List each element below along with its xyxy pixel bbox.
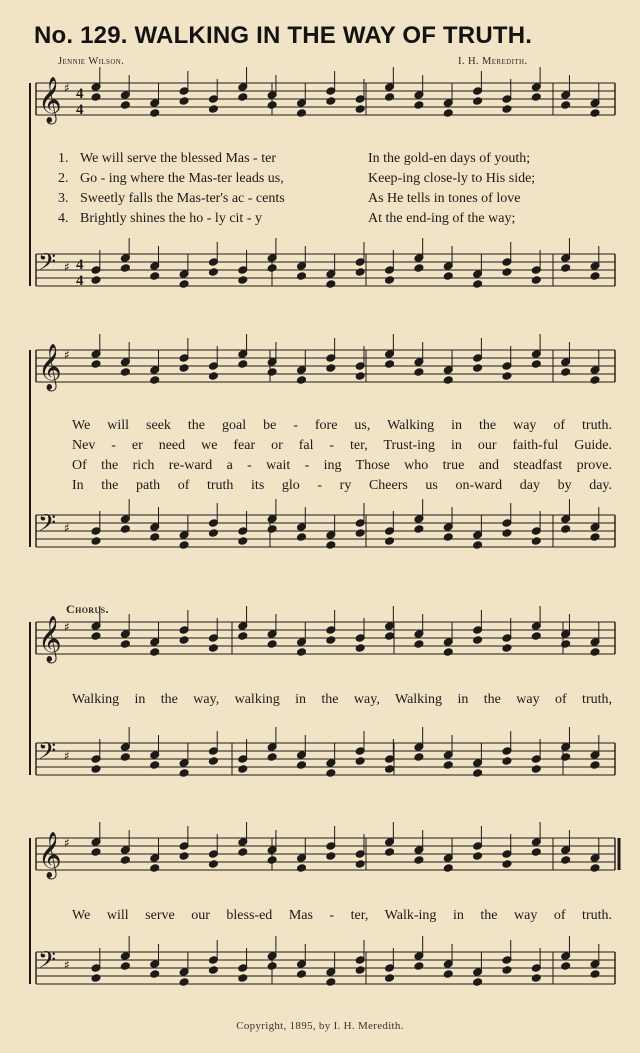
- note-head: [238, 632, 248, 641]
- treble-clef-icon: 𝄞: [38, 77, 62, 123]
- note-head: [561, 101, 571, 110]
- composer-credit: I. H. Meredith.: [458, 56, 528, 67]
- note-head: [531, 360, 541, 369]
- note-head: [502, 268, 512, 277]
- bass-clef-icon: 𝄢: [38, 737, 57, 770]
- note-head: [91, 537, 101, 546]
- note-head: [179, 636, 189, 645]
- verse-line: [58, 169, 610, 189]
- note-head: [590, 761, 600, 770]
- note-head: [179, 978, 189, 987]
- verse-text-a: We will serve the blessed Mas - ter: [80, 151, 276, 166]
- note-head: [531, 93, 541, 102]
- note-head: [208, 966, 218, 975]
- chorus-lyric-line: We will serve our bless-ed Mas - ter, Walk-ing in the way of truth.: [72, 908, 612, 923]
- treble-clef-icon: 𝄞: [38, 616, 62, 662]
- note-head: [208, 529, 218, 538]
- chorus-label: Chorus.: [66, 602, 109, 616]
- note-head: [208, 105, 218, 114]
- note-head: [561, 856, 571, 865]
- note-head: [120, 264, 130, 273]
- note-head: [473, 978, 483, 987]
- note-head: [385, 765, 395, 774]
- refrain-block: [72, 416, 612, 496]
- note-head: [267, 368, 277, 377]
- note-head: [355, 268, 365, 277]
- note-head: [502, 529, 512, 538]
- note-head: [267, 101, 277, 110]
- verse-line: [58, 209, 610, 229]
- note-head: [590, 376, 600, 385]
- note-head: [120, 101, 130, 110]
- sharp-icon: ♯: [64, 958, 70, 972]
- note-head: [150, 761, 160, 770]
- note-head: [502, 966, 512, 975]
- note-head: [531, 537, 541, 546]
- note-head: [355, 966, 365, 975]
- note-head: [208, 644, 218, 653]
- note-head: [414, 525, 424, 534]
- verse-text-a: Brightly shines the ho - ly cit - y: [80, 211, 262, 226]
- note-head: [150, 864, 160, 873]
- note-head: [179, 852, 189, 861]
- note-head: [473, 364, 483, 373]
- note-head: [590, 648, 600, 657]
- note-head: [326, 280, 336, 289]
- note-head: [502, 105, 512, 114]
- note-head: [267, 962, 277, 971]
- note-head: [473, 769, 483, 778]
- sharp-icon: ♯: [64, 749, 70, 763]
- verse-number: 3.: [58, 191, 69, 206]
- verse-line: [58, 189, 610, 209]
- copyright-notice: Copyright, 1895, by I. H. Meredith.: [236, 1020, 404, 1032]
- note-head: [120, 962, 130, 971]
- verse-number: 4.: [58, 211, 69, 226]
- treble-clef-icon: 𝄞: [38, 832, 62, 878]
- note-head: [267, 264, 277, 273]
- note-head: [355, 372, 365, 381]
- note-head: [326, 852, 336, 861]
- note-head: [238, 974, 248, 983]
- note-head: [355, 757, 365, 766]
- note-head: [443, 864, 453, 873]
- note-head: [355, 105, 365, 114]
- note-head: [208, 372, 218, 381]
- note-head: [473, 541, 483, 550]
- note-head: [385, 537, 395, 546]
- note-head: [208, 268, 218, 277]
- note-head: [296, 761, 306, 770]
- note-head: [561, 368, 571, 377]
- note-head: [179, 280, 189, 289]
- verse-text-b: Keep-ing close-ly to His side;: [368, 171, 536, 186]
- refrain-line: Nev - er need we fear or fal - ter, Trust-ing in our faith-ful Guide.: [72, 438, 612, 453]
- verse-number: 1.: [58, 151, 69, 166]
- note-head: [179, 769, 189, 778]
- sharp-icon: ♯: [64, 260, 70, 274]
- note-head: [385, 93, 395, 102]
- refrain-line: In the path of truth its glo - ry Cheers us on-ward day by day.: [72, 478, 612, 493]
- note-head: [208, 860, 218, 869]
- note-head: [561, 264, 571, 273]
- note-head: [443, 533, 453, 542]
- note-head: [355, 529, 365, 538]
- note-head: [91, 848, 101, 857]
- note-head: [531, 765, 541, 774]
- note-head: [296, 109, 306, 118]
- note-head: [502, 644, 512, 653]
- note-head: [238, 93, 248, 102]
- note-head: [531, 974, 541, 983]
- note-head: [590, 109, 600, 118]
- note-head: [120, 856, 130, 865]
- note-head: [443, 970, 453, 979]
- note-head: [561, 525, 571, 534]
- note-head: [326, 364, 336, 373]
- note-head: [502, 860, 512, 869]
- note-head: [267, 640, 277, 649]
- note-head: [179, 364, 189, 373]
- note-head: [120, 525, 130, 534]
- time-signature-top: 4: [76, 86, 84, 102]
- verse-block: [58, 149, 610, 229]
- note-head: [473, 636, 483, 645]
- note-head: [238, 765, 248, 774]
- note-head: [443, 761, 453, 770]
- note-head: [91, 974, 101, 983]
- note-head: [473, 280, 483, 289]
- sharp-icon: ♯: [64, 521, 70, 535]
- verse-text-b: As He tells in tones of love: [368, 191, 521, 206]
- note-head: [326, 97, 336, 106]
- note-head: [590, 970, 600, 979]
- note-head: [326, 769, 336, 778]
- note-head: [150, 970, 160, 979]
- verse-text-b: In the gold-en days of youth;: [368, 151, 531, 166]
- sharp-icon: ♯: [64, 348, 70, 362]
- note-head: [414, 753, 424, 762]
- verse-text-b: At the end-ing of the way;: [368, 211, 516, 226]
- lyricist-credit: Jennie Wilson.: [58, 56, 125, 67]
- note-head: [296, 864, 306, 873]
- note-head: [561, 640, 571, 649]
- note-head: [296, 970, 306, 979]
- note-head: [91, 276, 101, 285]
- sharp-icon: ♯: [64, 81, 70, 95]
- time-signature-bottom: 4: [76, 102, 84, 118]
- note-head: [414, 101, 424, 110]
- note-head: [531, 276, 541, 285]
- note-head: [443, 272, 453, 281]
- note-head: [473, 852, 483, 861]
- sharp-icon: ♯: [64, 620, 70, 634]
- note-head: [385, 276, 395, 285]
- note-head: [531, 632, 541, 641]
- note-head: [238, 276, 248, 285]
- note-head: [267, 753, 277, 762]
- note-head: [179, 97, 189, 106]
- note-head: [385, 360, 395, 369]
- note-head: [590, 272, 600, 281]
- note-head: [561, 962, 571, 971]
- note-head: [385, 848, 395, 857]
- hymn-title: No. 129. WALKING IN THE WAY OF TRUTH.: [34, 22, 533, 49]
- note-head: [502, 757, 512, 766]
- bass-clef-icon: 𝄢: [38, 509, 57, 542]
- note-head: [414, 640, 424, 649]
- note-head: [150, 648, 160, 657]
- time-signature-top: 4: [76, 257, 84, 273]
- note-head: [326, 541, 336, 550]
- note-head: [443, 648, 453, 657]
- note-head: [150, 109, 160, 118]
- note-head: [443, 376, 453, 385]
- note-head: [150, 272, 160, 281]
- note-head: [150, 376, 160, 385]
- verse-text-a: Go - ing where the Mas-ter leads us,: [80, 171, 284, 186]
- note-head: [296, 533, 306, 542]
- note-head: [531, 848, 541, 857]
- time-signature-bottom: 4: [76, 273, 84, 289]
- note-head: [355, 644, 365, 653]
- verse-text-a: Sweetly falls the Mas-ter's ac - cents: [80, 191, 285, 206]
- note-head: [414, 962, 424, 971]
- note-head: [150, 533, 160, 542]
- note-head: [414, 264, 424, 273]
- refrain-line: Of the rich re-ward a - wait - ing Those who true and steadfast prove.: [72, 458, 612, 473]
- note-head: [385, 632, 395, 641]
- note-head: [91, 360, 101, 369]
- note-head: [590, 533, 600, 542]
- note-head: [414, 856, 424, 865]
- note-head: [355, 860, 365, 869]
- bass-clef-icon: 𝄢: [38, 248, 57, 281]
- sharp-icon: ♯: [64, 836, 70, 850]
- note-head: [473, 97, 483, 106]
- chorus-lyric-line: Walking in the way, walking in the way, Walking in the way of truth,: [72, 692, 612, 707]
- bass-clef-icon: 𝄢: [38, 946, 57, 979]
- note-head: [296, 376, 306, 385]
- note-head: [208, 757, 218, 766]
- note-head: [179, 541, 189, 550]
- note-head: [238, 360, 248, 369]
- verse-number: 2.: [58, 171, 69, 186]
- note-head: [91, 632, 101, 641]
- note-head: [326, 978, 336, 987]
- note-head: [120, 640, 130, 649]
- verse-line: [58, 149, 610, 169]
- note-head: [502, 372, 512, 381]
- note-head: [561, 753, 571, 762]
- note-head: [443, 109, 453, 118]
- note-head: [267, 525, 277, 534]
- note-head: [120, 753, 130, 762]
- note-head: [267, 856, 277, 865]
- note-head: [296, 648, 306, 657]
- note-head: [385, 974, 395, 983]
- note-head: [238, 848, 248, 857]
- treble-clef-icon: 𝄞: [38, 344, 62, 390]
- note-head: [326, 636, 336, 645]
- note-head: [296, 272, 306, 281]
- note-head: [238, 537, 248, 546]
- note-head: [91, 765, 101, 774]
- note-head: [414, 368, 424, 377]
- note-head: [590, 864, 600, 873]
- note-head: [91, 93, 101, 102]
- note-head: [120, 368, 130, 377]
- refrain-line: We will seek the goal be - fore us, Walking in the way of truth.: [72, 418, 612, 433]
